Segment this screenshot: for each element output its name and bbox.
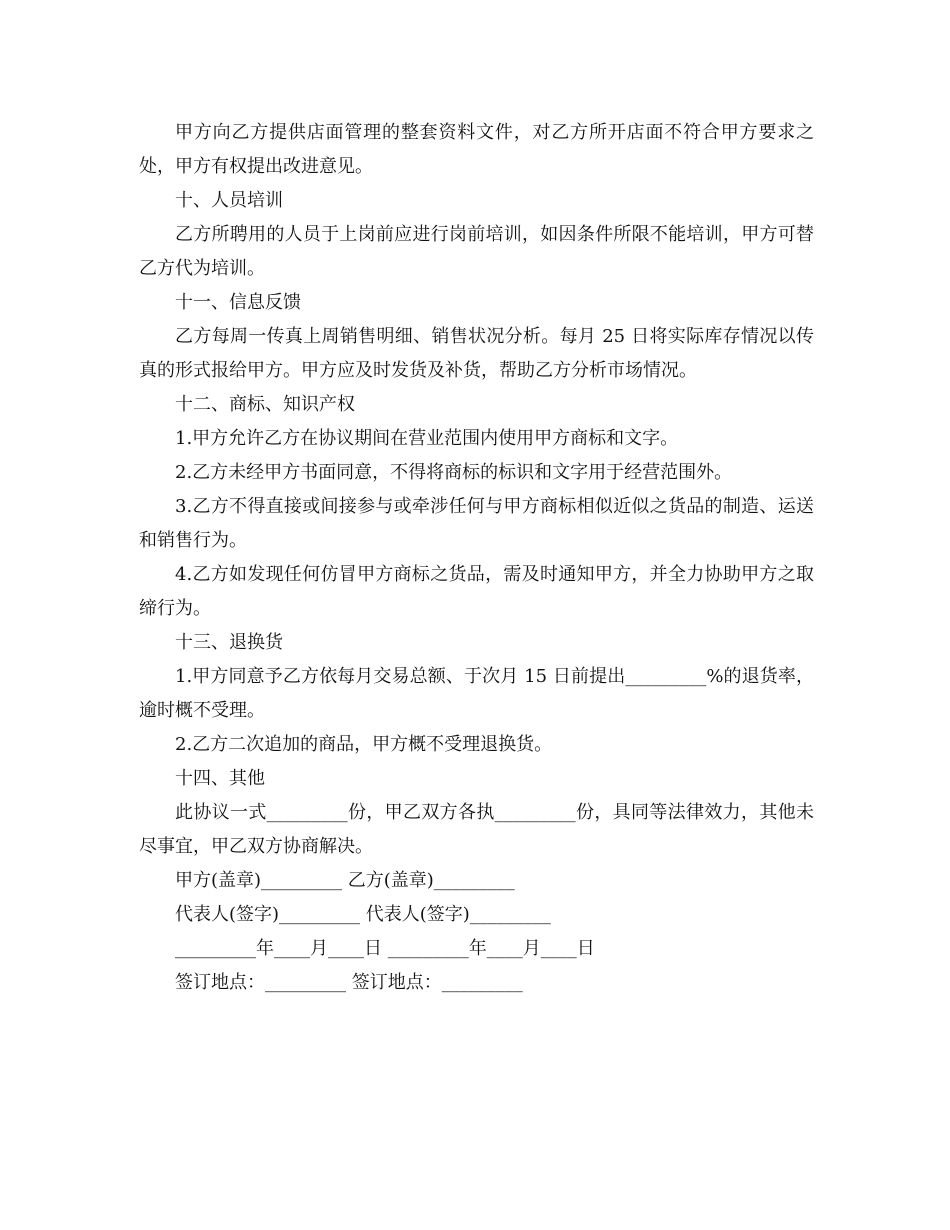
clause-trademark-4: 4.乙方如发现任何仿冒甲方商标之货品，需及时通知甲方，并全力协助甲方之取缔行为。 xyxy=(139,564,814,619)
section-heading-feedback: 十一、信息反馈 xyxy=(175,292,301,313)
paragraph-copies: 此协议一式_________份，甲乙双方各执_________份，具同等法律效力，其他未尽事宜，甲乙双方协商解决。 xyxy=(139,802,814,857)
signature-line-date: _________年____月____日 _________年____月____日 xyxy=(175,938,595,959)
section-heading-returns: 十三、退换货 xyxy=(175,632,283,653)
signature-line-location: 签订地点：_________ 签订地点：_________ xyxy=(175,972,523,993)
signature-line-seal: 甲方(盖章)_________ 乙方(盖章)_________ xyxy=(175,870,515,891)
document-body xyxy=(139,116,814,1000)
clause-trademark-3: 3.乙方不得直接或间接参与或牵涉任何与甲方商标相似近似之货品的制造、运送和销售行为。 xyxy=(139,496,814,551)
section-heading-other: 十四、其他 xyxy=(175,768,265,789)
paragraph-store-materials: 甲方向乙方提供店面管理的整套资料文件，对乙方所开店面不符合甲方要求之处，甲方有权提出改进意见。 xyxy=(139,122,814,177)
clause-returns-2: 2.乙方二次追加的商品，甲方概不受理退换货。 xyxy=(175,734,553,755)
section-heading-training: 十、人员培训 xyxy=(175,190,283,211)
clause-returns-1: 1.甲方同意予乙方依每月交易总额、于次月 15 日前提出_________%的退货率，逾时概不受理。 xyxy=(139,666,814,721)
signature-line-representative: 代表人(签字)_________ 代表人(签字)_________ xyxy=(175,904,551,925)
clause-trademark-2: 2.乙方未经甲方书面同意，不得将商标的标识和文字用于经营范围外。 xyxy=(175,462,733,483)
paragraph-training: 乙方所聘用的人员于上岗前应进行岗前培训，如因条件所限不能培训，甲方可替乙方代为培训。 xyxy=(139,224,814,279)
paragraph-feedback: 乙方每周一传真上周销售明细、销售状况分析。每月 25 日将实际库存情况以传真的形式报给甲方。甲方应及时发货及补货，帮助乙方分析市场情况。 xyxy=(139,326,814,381)
section-heading-trademark: 十二、商标、知识产权 xyxy=(175,394,355,415)
clause-trademark-1: 1.甲方允许乙方在协议期间在营业范围内使用甲方商标和文字。 xyxy=(175,428,679,449)
